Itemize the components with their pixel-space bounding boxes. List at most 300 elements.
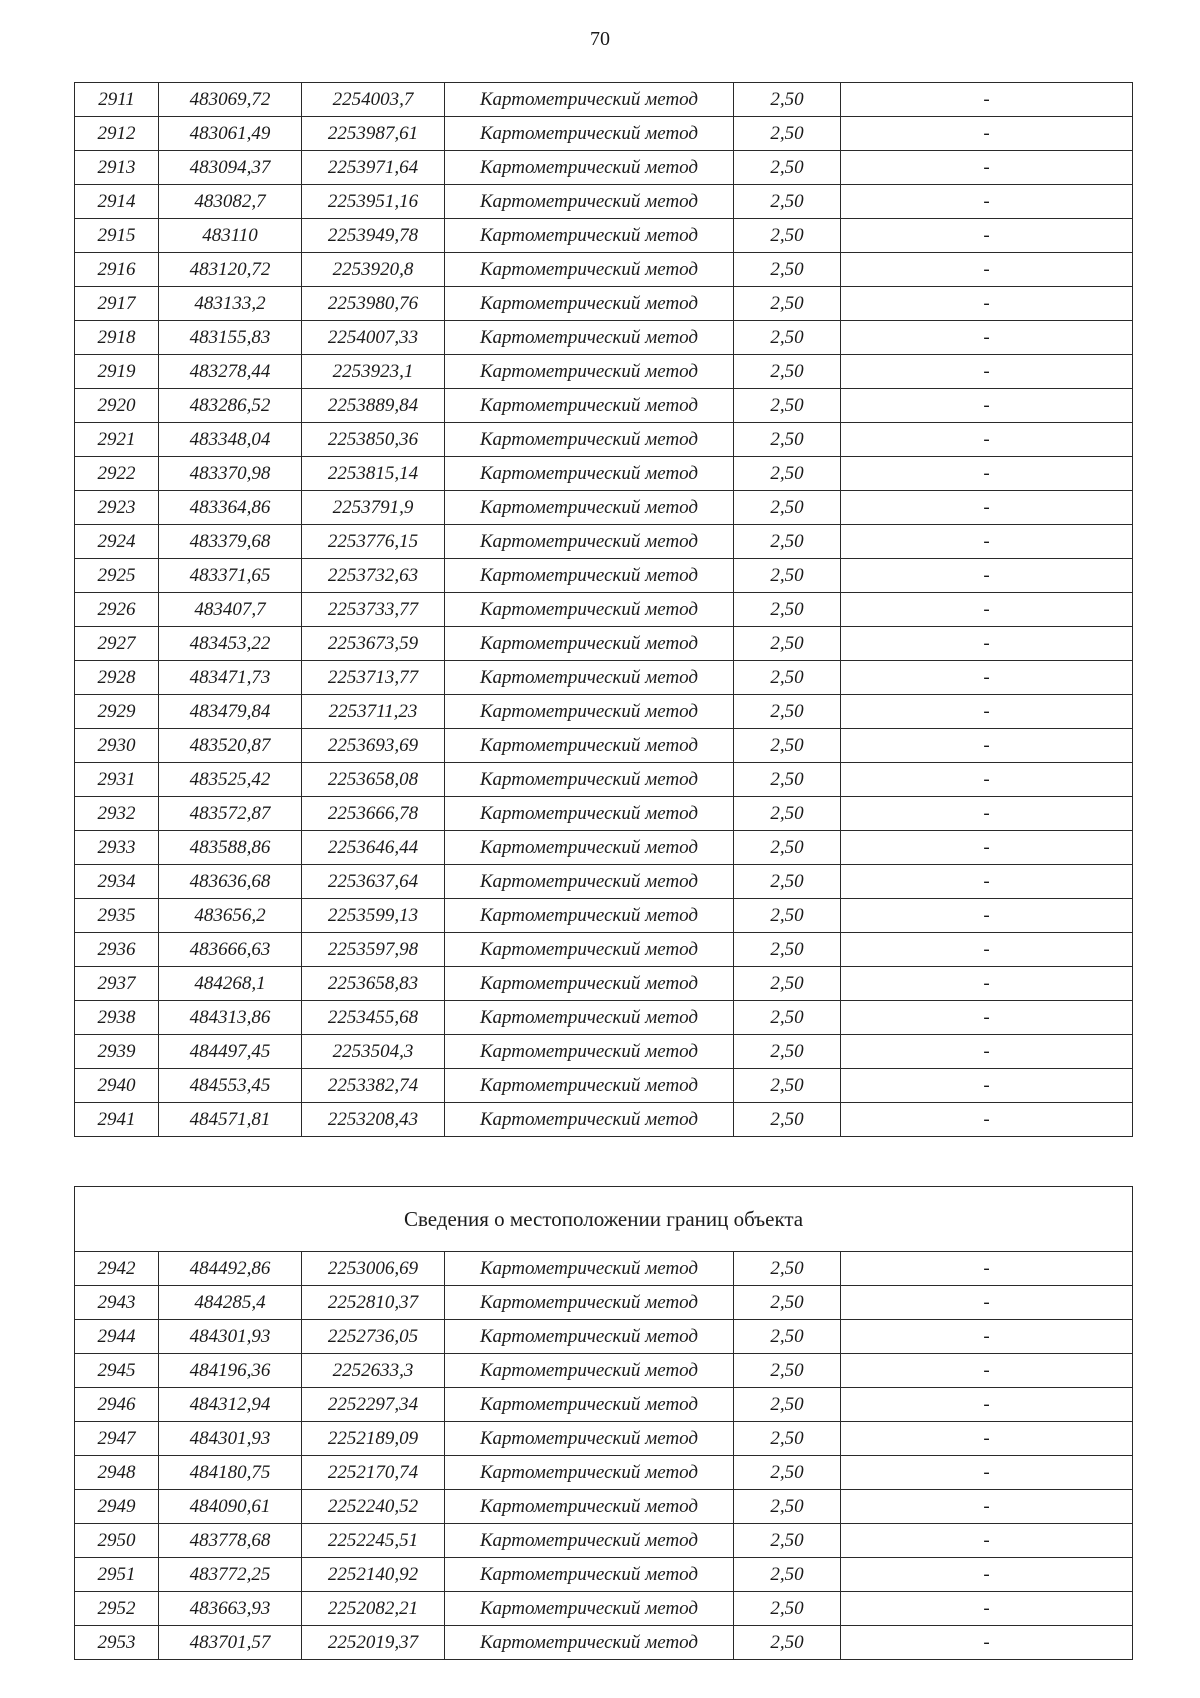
point-number-cell: 2936 bbox=[75, 933, 159, 967]
description-cell: - bbox=[841, 253, 1133, 287]
x-coordinate-cell: 483120,72 bbox=[159, 253, 302, 287]
method-cell: Картометрический метод bbox=[445, 1592, 734, 1626]
y-coordinate-cell: 2253711,23 bbox=[302, 695, 445, 729]
y-coordinate-cell: 2253850,36 bbox=[302, 423, 445, 457]
description-cell: - bbox=[841, 1286, 1133, 1320]
point-number-cell: 2916 bbox=[75, 253, 159, 287]
y-coordinate-cell: 2253987,61 bbox=[302, 117, 445, 151]
point-number-cell: 2911 bbox=[75, 83, 159, 117]
x-coordinate-cell: 483453,22 bbox=[159, 627, 302, 661]
table-row bbox=[75, 1592, 1133, 1626]
accuracy-cell: 2,50 bbox=[734, 1320, 841, 1354]
accuracy-cell: 2,50 bbox=[734, 1069, 841, 1103]
table-row bbox=[75, 491, 1133, 525]
accuracy-cell: 2,50 bbox=[734, 491, 841, 525]
point-number-cell: 2952 bbox=[75, 1592, 159, 1626]
point-number-cell: 2939 bbox=[75, 1035, 159, 1069]
description-cell: - bbox=[841, 1320, 1133, 1354]
method-cell: Картометрический метод bbox=[445, 1388, 734, 1422]
table-row bbox=[75, 321, 1133, 355]
y-coordinate-cell: 2253920,8 bbox=[302, 253, 445, 287]
y-coordinate-cell: 2253713,77 bbox=[302, 661, 445, 695]
accuracy-cell: 2,50 bbox=[734, 1524, 841, 1558]
table-row bbox=[75, 83, 1133, 117]
method-cell: Картометрический метод bbox=[445, 865, 734, 899]
x-coordinate-cell: 484268,1 bbox=[159, 967, 302, 1001]
point-number-cell: 2929 bbox=[75, 695, 159, 729]
description-cell: - bbox=[841, 763, 1133, 797]
description-cell: - bbox=[841, 559, 1133, 593]
table-row bbox=[75, 661, 1133, 695]
point-number-cell: 2947 bbox=[75, 1422, 159, 1456]
method-cell: Картометрический метод bbox=[445, 491, 734, 525]
method-cell: Картометрический метод bbox=[445, 593, 734, 627]
x-coordinate-cell: 483701,57 bbox=[159, 1626, 302, 1660]
table-row bbox=[75, 1035, 1133, 1069]
y-coordinate-cell: 2252736,05 bbox=[302, 1320, 445, 1354]
point-number-cell: 2914 bbox=[75, 185, 159, 219]
y-coordinate-cell: 2253658,08 bbox=[302, 763, 445, 797]
method-cell: Картометрический метод bbox=[445, 1252, 734, 1286]
accuracy-cell: 2,50 bbox=[734, 559, 841, 593]
method-cell: Картометрический метод bbox=[445, 389, 734, 423]
accuracy-cell: 2,50 bbox=[734, 967, 841, 1001]
method-cell: Картометрический метод bbox=[445, 661, 734, 695]
accuracy-cell: 2,50 bbox=[734, 627, 841, 661]
y-coordinate-cell: 2253208,43 bbox=[302, 1103, 445, 1137]
x-coordinate-cell: 483666,63 bbox=[159, 933, 302, 967]
description-cell: - bbox=[841, 355, 1133, 389]
x-coordinate-cell: 484196,36 bbox=[159, 1354, 302, 1388]
description-cell: - bbox=[841, 933, 1133, 967]
table-row bbox=[75, 151, 1133, 185]
table-row bbox=[75, 899, 1133, 933]
table-row bbox=[75, 1103, 1133, 1137]
description-cell: - bbox=[841, 491, 1133, 525]
accuracy-cell: 2,50 bbox=[734, 151, 841, 185]
y-coordinate-cell: 2252189,09 bbox=[302, 1422, 445, 1456]
description-cell: - bbox=[841, 1626, 1133, 1660]
accuracy-cell: 2,50 bbox=[734, 899, 841, 933]
y-coordinate-cell: 2253980,76 bbox=[302, 287, 445, 321]
description-cell: - bbox=[841, 1422, 1133, 1456]
table-row bbox=[75, 1320, 1133, 1354]
x-coordinate-cell: 483094,37 bbox=[159, 151, 302, 185]
accuracy-cell: 2,50 bbox=[734, 1456, 841, 1490]
method-cell: Картометрический метод bbox=[445, 1524, 734, 1558]
y-coordinate-cell: 2253815,14 bbox=[302, 457, 445, 491]
x-coordinate-cell: 484180,75 bbox=[159, 1456, 302, 1490]
method-cell: Картометрический метод bbox=[445, 967, 734, 1001]
point-number-cell: 2926 bbox=[75, 593, 159, 627]
table-row bbox=[75, 933, 1133, 967]
accuracy-cell: 2,50 bbox=[734, 1354, 841, 1388]
table-row bbox=[75, 287, 1133, 321]
method-cell: Картометрический метод bbox=[445, 355, 734, 389]
accuracy-cell: 2,50 bbox=[734, 933, 841, 967]
point-number-cell: 2934 bbox=[75, 865, 159, 899]
point-number-cell: 2918 bbox=[75, 321, 159, 355]
x-coordinate-cell: 483572,87 bbox=[159, 797, 302, 831]
point-number-cell: 2930 bbox=[75, 729, 159, 763]
y-coordinate-cell: 2252170,74 bbox=[302, 1456, 445, 1490]
y-coordinate-cell: 2254007,33 bbox=[302, 321, 445, 355]
x-coordinate-cell: 484313,86 bbox=[159, 1001, 302, 1035]
page-number: 70 bbox=[590, 28, 610, 50]
x-coordinate-cell: 484571,81 bbox=[159, 1103, 302, 1137]
accuracy-cell: 2,50 bbox=[734, 355, 841, 389]
method-cell: Картометрический метод bbox=[445, 1626, 734, 1660]
point-number-cell: 2946 bbox=[75, 1388, 159, 1422]
description-cell: - bbox=[841, 525, 1133, 559]
description-cell: - bbox=[841, 797, 1133, 831]
accuracy-cell: 2,50 bbox=[734, 1388, 841, 1422]
table-row bbox=[75, 797, 1133, 831]
description-cell: - bbox=[841, 1035, 1133, 1069]
description-cell: - bbox=[841, 219, 1133, 253]
y-coordinate-cell: 2253382,74 bbox=[302, 1069, 445, 1103]
method-cell: Картометрический метод bbox=[445, 763, 734, 797]
description-cell: - bbox=[841, 287, 1133, 321]
table-row bbox=[75, 389, 1133, 423]
x-coordinate-cell: 483278,44 bbox=[159, 355, 302, 389]
x-coordinate-cell: 483370,98 bbox=[159, 457, 302, 491]
description-cell: - bbox=[841, 83, 1133, 117]
table-row bbox=[75, 729, 1133, 763]
method-cell: Картометрический метод bbox=[445, 185, 734, 219]
point-number-cell: 2919 bbox=[75, 355, 159, 389]
method-cell: Картометрический метод bbox=[445, 559, 734, 593]
accuracy-cell: 2,50 bbox=[734, 1422, 841, 1456]
method-cell: Картометрический метод bbox=[445, 1456, 734, 1490]
description-cell: - bbox=[841, 865, 1133, 899]
method-cell: Картометрический метод bbox=[445, 695, 734, 729]
y-coordinate-cell: 2253666,78 bbox=[302, 797, 445, 831]
description-cell: - bbox=[841, 1103, 1133, 1137]
method-cell: Картометрический метод bbox=[445, 287, 734, 321]
table-row bbox=[75, 627, 1133, 661]
description-cell: - bbox=[841, 627, 1133, 661]
x-coordinate-cell: 483636,68 bbox=[159, 865, 302, 899]
table-row bbox=[75, 525, 1133, 559]
x-coordinate-cell: 483407,7 bbox=[159, 593, 302, 627]
section-title: Сведения о местоположении границ объекта bbox=[75, 1187, 1133, 1252]
method-cell: Картометрический метод bbox=[445, 1422, 734, 1456]
x-coordinate-cell: 483663,93 bbox=[159, 1592, 302, 1626]
method-cell: Картометрический метод bbox=[445, 627, 734, 661]
table-row bbox=[75, 457, 1133, 491]
accuracy-cell: 2,50 bbox=[734, 695, 841, 729]
accuracy-cell: 2,50 bbox=[734, 457, 841, 491]
description-cell: - bbox=[841, 185, 1133, 219]
accuracy-cell: 2,50 bbox=[734, 763, 841, 797]
x-coordinate-cell: 483588,86 bbox=[159, 831, 302, 865]
table-row bbox=[75, 865, 1133, 899]
x-coordinate-cell: 483471,73 bbox=[159, 661, 302, 695]
table-row bbox=[75, 1286, 1133, 1320]
table-row bbox=[75, 1558, 1133, 1592]
table-row bbox=[75, 695, 1133, 729]
x-coordinate-cell: 483155,83 bbox=[159, 321, 302, 355]
y-coordinate-cell: 2252810,37 bbox=[302, 1286, 445, 1320]
point-number-cell: 2942 bbox=[75, 1252, 159, 1286]
point-number-cell: 2937 bbox=[75, 967, 159, 1001]
description-cell: - bbox=[841, 457, 1133, 491]
accuracy-cell: 2,50 bbox=[734, 423, 841, 457]
point-number-cell: 2940 bbox=[75, 1069, 159, 1103]
y-coordinate-cell: 2254003,7 bbox=[302, 83, 445, 117]
accuracy-cell: 2,50 bbox=[734, 1592, 841, 1626]
table-row bbox=[75, 219, 1133, 253]
x-coordinate-cell: 484301,93 bbox=[159, 1320, 302, 1354]
accuracy-cell: 2,50 bbox=[734, 1490, 841, 1524]
table-row bbox=[75, 1069, 1133, 1103]
description-cell: - bbox=[841, 1456, 1133, 1490]
description-cell: - bbox=[841, 593, 1133, 627]
accuracy-cell: 2,50 bbox=[734, 729, 841, 763]
description-cell: - bbox=[841, 321, 1133, 355]
boundary-coordinates-table bbox=[74, 1186, 1133, 1660]
table-row bbox=[75, 1490, 1133, 1524]
y-coordinate-cell: 2252019,37 bbox=[302, 1626, 445, 1660]
accuracy-cell: 2,50 bbox=[734, 1001, 841, 1035]
x-coordinate-cell: 483133,2 bbox=[159, 287, 302, 321]
description-cell: - bbox=[841, 695, 1133, 729]
x-coordinate-cell: 483520,87 bbox=[159, 729, 302, 763]
table-row bbox=[75, 967, 1133, 1001]
point-number-cell: 2933 bbox=[75, 831, 159, 865]
y-coordinate-cell: 2253951,16 bbox=[302, 185, 445, 219]
table-row bbox=[75, 1626, 1133, 1660]
y-coordinate-cell: 2253673,59 bbox=[302, 627, 445, 661]
accuracy-cell: 2,50 bbox=[734, 1558, 841, 1592]
y-coordinate-cell: 2253006,69 bbox=[302, 1252, 445, 1286]
y-coordinate-cell: 2253599,13 bbox=[302, 899, 445, 933]
method-cell: Картометрический метод bbox=[445, 457, 734, 491]
table-row bbox=[75, 1252, 1133, 1286]
accuracy-cell: 2,50 bbox=[734, 1626, 841, 1660]
y-coordinate-cell: 2252297,34 bbox=[302, 1388, 445, 1422]
method-cell: Картометрический метод bbox=[445, 797, 734, 831]
method-cell: Картометрический метод bbox=[445, 1103, 734, 1137]
point-number-cell: 2931 bbox=[75, 763, 159, 797]
x-coordinate-cell: 484497,45 bbox=[159, 1035, 302, 1069]
table-row bbox=[75, 831, 1133, 865]
table-row bbox=[75, 1388, 1133, 1422]
y-coordinate-cell: 2253597,98 bbox=[302, 933, 445, 967]
description-cell: - bbox=[841, 967, 1133, 1001]
accuracy-cell: 2,50 bbox=[734, 389, 841, 423]
x-coordinate-cell: 483110 bbox=[159, 219, 302, 253]
y-coordinate-cell: 2252140,92 bbox=[302, 1558, 445, 1592]
method-cell: Картометрический метод bbox=[445, 899, 734, 933]
table-row bbox=[75, 763, 1133, 797]
y-coordinate-cell: 2253776,15 bbox=[302, 525, 445, 559]
method-cell: Картометрический метод bbox=[445, 729, 734, 763]
method-cell: Картометрический метод bbox=[445, 1354, 734, 1388]
accuracy-cell: 2,50 bbox=[734, 1035, 841, 1069]
method-cell: Картометрический метод bbox=[445, 253, 734, 287]
description-cell: - bbox=[841, 1354, 1133, 1388]
accuracy-cell: 2,50 bbox=[734, 321, 841, 355]
point-number-cell: 2913 bbox=[75, 151, 159, 185]
table-row bbox=[75, 253, 1133, 287]
y-coordinate-cell: 2252245,51 bbox=[302, 1524, 445, 1558]
description-cell: - bbox=[841, 899, 1133, 933]
method-cell: Картометрический метод bbox=[445, 1001, 734, 1035]
y-coordinate-cell: 2253791,9 bbox=[302, 491, 445, 525]
method-cell: Картометрический метод bbox=[445, 831, 734, 865]
method-cell: Картометрический метод bbox=[445, 117, 734, 151]
x-coordinate-cell: 483525,42 bbox=[159, 763, 302, 797]
x-coordinate-cell: 483778,68 bbox=[159, 1524, 302, 1558]
description-cell: - bbox=[841, 1592, 1133, 1626]
method-cell: Картометрический метод bbox=[445, 1320, 734, 1354]
x-coordinate-cell: 483348,04 bbox=[159, 423, 302, 457]
point-number-cell: 2948 bbox=[75, 1456, 159, 1490]
point-number-cell: 2923 bbox=[75, 491, 159, 525]
description-cell: - bbox=[841, 1490, 1133, 1524]
table-row bbox=[75, 559, 1133, 593]
y-coordinate-cell: 2253923,1 bbox=[302, 355, 445, 389]
point-number-cell: 2945 bbox=[75, 1354, 159, 1388]
y-coordinate-cell: 2253693,69 bbox=[302, 729, 445, 763]
description-cell: - bbox=[841, 423, 1133, 457]
description-cell: - bbox=[841, 1524, 1133, 1558]
y-coordinate-cell: 2252633,3 bbox=[302, 1354, 445, 1388]
accuracy-cell: 2,50 bbox=[734, 661, 841, 695]
x-coordinate-cell: 483364,86 bbox=[159, 491, 302, 525]
description-cell: - bbox=[841, 151, 1133, 185]
description-cell: - bbox=[841, 1001, 1133, 1035]
table-row bbox=[75, 355, 1133, 389]
table-row bbox=[75, 1001, 1133, 1035]
y-coordinate-cell: 2253732,63 bbox=[302, 559, 445, 593]
accuracy-cell: 2,50 bbox=[734, 185, 841, 219]
table-row bbox=[75, 1354, 1133, 1388]
table-row bbox=[75, 423, 1133, 457]
description-cell: - bbox=[841, 389, 1133, 423]
y-coordinate-cell: 2253949,78 bbox=[302, 219, 445, 253]
accuracy-cell: 2,50 bbox=[734, 83, 841, 117]
x-coordinate-cell: 483479,84 bbox=[159, 695, 302, 729]
x-coordinate-cell: 483772,25 bbox=[159, 1558, 302, 1592]
point-number-cell: 2920 bbox=[75, 389, 159, 423]
accuracy-cell: 2,50 bbox=[734, 253, 841, 287]
method-cell: Картометрический метод bbox=[445, 1558, 734, 1592]
x-coordinate-cell: 483379,68 bbox=[159, 525, 302, 559]
method-cell: Картометрический метод bbox=[445, 83, 734, 117]
point-number-cell: 2925 bbox=[75, 559, 159, 593]
y-coordinate-cell: 2253455,68 bbox=[302, 1001, 445, 1035]
point-number-cell: 2938 bbox=[75, 1001, 159, 1035]
x-coordinate-cell: 484090,61 bbox=[159, 1490, 302, 1524]
y-coordinate-cell: 2253646,44 bbox=[302, 831, 445, 865]
method-cell: Картометрический метод bbox=[445, 1286, 734, 1320]
description-cell: - bbox=[841, 729, 1133, 763]
y-coordinate-cell: 2253733,77 bbox=[302, 593, 445, 627]
x-coordinate-cell: 483371,65 bbox=[159, 559, 302, 593]
accuracy-cell: 2,50 bbox=[734, 219, 841, 253]
accuracy-cell: 2,50 bbox=[734, 1286, 841, 1320]
point-number-cell: 2949 bbox=[75, 1490, 159, 1524]
method-cell: Картометрический метод bbox=[445, 151, 734, 185]
description-cell: - bbox=[841, 117, 1133, 151]
method-cell: Картометрический метод bbox=[445, 321, 734, 355]
point-number-cell: 2922 bbox=[75, 457, 159, 491]
point-number-cell: 2921 bbox=[75, 423, 159, 457]
accuracy-cell: 2,50 bbox=[734, 117, 841, 151]
method-cell: Картометрический метод bbox=[445, 219, 734, 253]
table-row bbox=[75, 1422, 1133, 1456]
x-coordinate-cell: 483061,49 bbox=[159, 117, 302, 151]
description-cell: - bbox=[841, 1388, 1133, 1422]
point-number-cell: 2915 bbox=[75, 219, 159, 253]
x-coordinate-cell: 483082,7 bbox=[159, 185, 302, 219]
point-number-cell: 2912 bbox=[75, 117, 159, 151]
point-number-cell: 2950 bbox=[75, 1524, 159, 1558]
accuracy-cell: 2,50 bbox=[734, 1252, 841, 1286]
x-coordinate-cell: 484553,45 bbox=[159, 1069, 302, 1103]
point-number-cell: 2941 bbox=[75, 1103, 159, 1137]
point-number-cell: 2932 bbox=[75, 797, 159, 831]
y-coordinate-cell: 2253889,84 bbox=[302, 389, 445, 423]
point-number-cell: 2951 bbox=[75, 1558, 159, 1592]
point-number-cell: 2928 bbox=[75, 661, 159, 695]
point-number-cell: 2917 bbox=[75, 287, 159, 321]
method-cell: Картометрический метод bbox=[445, 1035, 734, 1069]
method-cell: Картометрический метод bbox=[445, 525, 734, 559]
point-number-cell: 2935 bbox=[75, 899, 159, 933]
x-coordinate-cell: 483069,72 bbox=[159, 83, 302, 117]
y-coordinate-cell: 2252240,52 bbox=[302, 1490, 445, 1524]
y-coordinate-cell: 2252082,21 bbox=[302, 1592, 445, 1626]
accuracy-cell: 2,50 bbox=[734, 831, 841, 865]
y-coordinate-cell: 2253637,64 bbox=[302, 865, 445, 899]
accuracy-cell: 2,50 bbox=[734, 593, 841, 627]
method-cell: Картометрический метод bbox=[445, 933, 734, 967]
accuracy-cell: 2,50 bbox=[734, 865, 841, 899]
accuracy-cell: 2,50 bbox=[734, 797, 841, 831]
point-number-cell: 2943 bbox=[75, 1286, 159, 1320]
point-number-cell: 2927 bbox=[75, 627, 159, 661]
x-coordinate-cell: 484301,93 bbox=[159, 1422, 302, 1456]
accuracy-cell: 2,50 bbox=[734, 1103, 841, 1137]
table-row bbox=[75, 593, 1133, 627]
description-cell: - bbox=[841, 1069, 1133, 1103]
method-cell: Картометрический метод bbox=[445, 1490, 734, 1524]
point-number-cell: 2953 bbox=[75, 1626, 159, 1660]
x-coordinate-cell: 484492,86 bbox=[159, 1252, 302, 1286]
x-coordinate-cell: 484285,4 bbox=[159, 1286, 302, 1320]
y-coordinate-cell: 2253971,64 bbox=[302, 151, 445, 185]
accuracy-cell: 2,50 bbox=[734, 525, 841, 559]
x-coordinate-cell: 483656,2 bbox=[159, 899, 302, 933]
description-cell: - bbox=[841, 1252, 1133, 1286]
method-cell: Картометрический метод bbox=[445, 423, 734, 457]
point-number-cell: 2924 bbox=[75, 525, 159, 559]
table-row bbox=[75, 1524, 1133, 1558]
description-cell: - bbox=[841, 661, 1133, 695]
table-row bbox=[75, 1456, 1133, 1490]
method-cell: Картометрический метод bbox=[445, 1069, 734, 1103]
table-row bbox=[75, 117, 1133, 151]
section-header-row bbox=[75, 1187, 1133, 1252]
description-cell: - bbox=[841, 1558, 1133, 1592]
x-coordinate-cell: 483286,52 bbox=[159, 389, 302, 423]
x-coordinate-cell: 484312,94 bbox=[159, 1388, 302, 1422]
y-coordinate-cell: 2253504,3 bbox=[302, 1035, 445, 1069]
